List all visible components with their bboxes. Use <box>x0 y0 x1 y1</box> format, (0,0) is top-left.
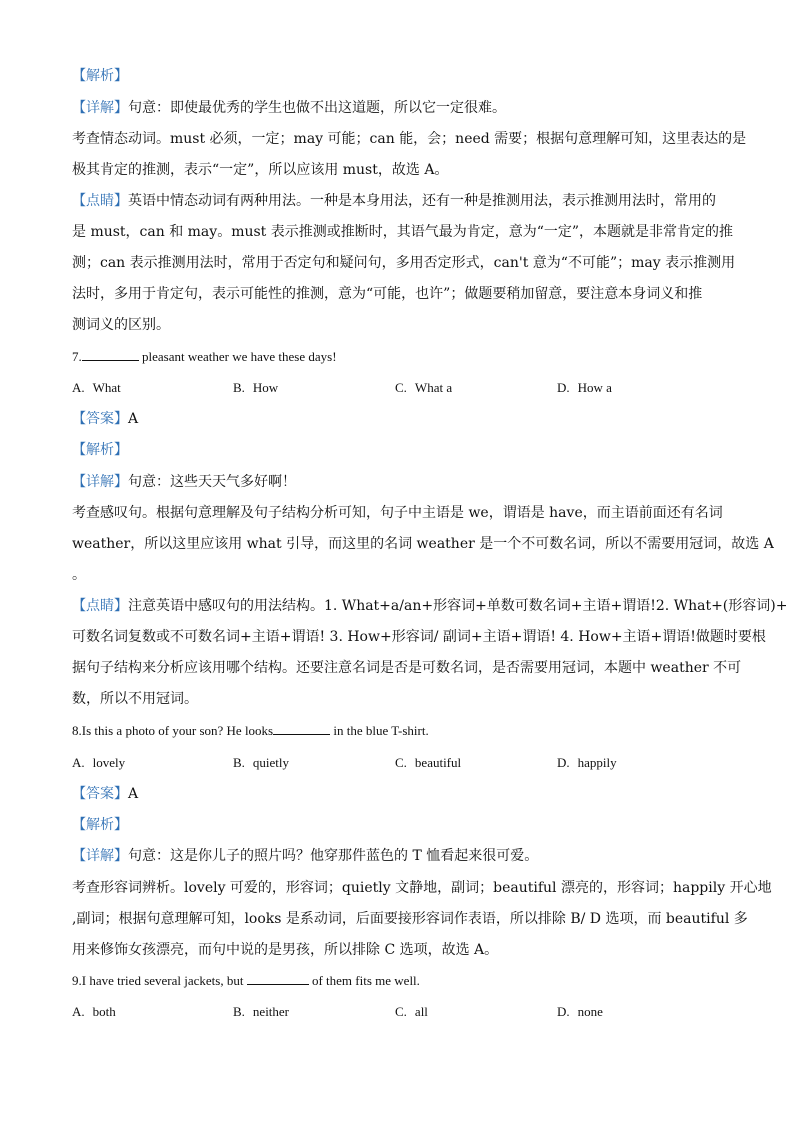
q7-tip-line: 数，所以不用冠词。 <box>72 691 198 707</box>
q7-analysis-heading: 【解析】 <box>72 442 128 458</box>
q6-tip-line: 法时，多用于肯定句，表示可能性的推测，意为“可能，也许”；做题要稍加留意，要注意本身词义和推 <box>72 286 703 302</box>
q8-analysis-heading: 【解析】 <box>72 817 128 833</box>
q8-detail: 【详解】句意：这是你儿子的照片吗？他穿那件蓝色的 T 恤看起来很可爱。 <box>72 848 539 864</box>
q6-detail: 【详解】句意：即使最优秀的学生也做不出这道题，所以它一定很难。 <box>72 100 506 116</box>
q7-tip-line: 据句子结构来分析应该用哪个结构。还要注意名词是否是可数名词，是否需要用冠词，本题中 weather 不可 <box>72 660 742 676</box>
q7-option-c: C. What a <box>395 380 453 395</box>
q7-tip-line: 可数名词复数或不可数名词+主语+谓语! 3. How+形容词/ 副词+主语+谓语! 4. How+主语+谓语!做题时要根 <box>72 629 766 645</box>
q9-options <box>72 1002 732 1022</box>
q8-stem: 8.Is this a photo of your son? He looks in the blue T-shirt. <box>72 723 429 738</box>
q7-option-a: A. What <box>72 380 121 395</box>
q8-explanation-line: 考查形容词辨析。lovely 可爱的，形容词；quietly 文静地，副词；beautiful 漂亮的，形容词；happily 开心地 <box>72 880 772 896</box>
q8-option-b: B. quietly <box>233 755 290 770</box>
q8-explanation-line: 用来修饰女孩漂亮，而句中说的是男孩，所以排除 C 选项，故选 A。 <box>72 942 499 958</box>
q7-detail: 【详解】句意：这些天天气多好啊！ <box>72 474 296 490</box>
q6-tip-line: 测；can 表示推测用法时，常用于否定句和疑问句，多用否定形式，can't 意为“不可能”；may 表示推测用 <box>72 255 736 271</box>
q7-explanation-line: 考查感叹句。根据句意理解及句子结构分析可知，句子中主语是 we，谓语是 have，而主语前面还有名词 <box>72 505 723 521</box>
q6-tip-line: 是 must，can 和 may。must 表示推测或推断时，其语气最为肯定，意为“一定”，本题就是非常肯定的推 <box>72 224 734 240</box>
q7-option-d: D. How a <box>557 380 612 395</box>
q8-answer: 【答案】A <box>72 786 139 802</box>
q6-tip-line: 测词义的区别。 <box>72 317 170 333</box>
q7-stem: 7. pleasant weather we have these days! <box>72 349 337 364</box>
q6-tip: 【点睛】英语中情态动词有两种用法。一种是本身用法，还有一种是推测用法，表示推测用法时，常用的 <box>72 193 716 209</box>
q7-option-b: B. How <box>233 380 279 395</box>
answer-blank <box>273 721 330 735</box>
q9-option-c: C. all <box>395 1004 428 1019</box>
q7-answer: 【答案】A <box>72 411 139 427</box>
q7-explanation-line: weather，所以这里应该用 what 引导，而这里的名词 weather 是一个不可数名词，所以不需要用冠词，故选 A <box>72 536 774 552</box>
q9-option-d: D. none <box>557 1004 603 1019</box>
q6-explanation-line: 考查情态动词。must 必须，一定；may 可能；can 能，会；need 需要；根据句意理解可知，这里表达的是 <box>72 131 747 147</box>
q8-option-a: A. lovely <box>72 755 126 770</box>
q7-options <box>72 378 732 398</box>
q8-option-d: D. happily <box>557 755 617 770</box>
q9-option-b: B. neither <box>233 1004 290 1019</box>
q8-option-c: C. beautiful <box>395 755 462 770</box>
q9-stem: 9.I have tried several jackets, but of them fits me well. <box>72 973 420 988</box>
q9-option-a: A. both <box>72 1004 116 1019</box>
q8-explanation-line: ,副词；根据句意理解可知，looks 是系动词，后面要接形容词作表语，所以排除 B/ D 选项，而 beautiful 多 <box>72 911 748 927</box>
q7-explanation-line: 。 <box>72 567 86 583</box>
answer-blank <box>247 971 309 985</box>
answer-blank <box>82 347 139 361</box>
q8-options <box>72 753 732 773</box>
q6-analysis-heading: 【解析】 <box>72 68 128 84</box>
q6-explanation-line: 极其肯定的推测，表示“一定”，所以应该用 must，故选 A。 <box>72 162 449 178</box>
q7-tip: 【点睛】注意英语中感叹句的用法结构。1. What+a/an+形容词+单数可数名词+主语+谓语!2. What+(形容词)+ <box>72 598 788 614</box>
